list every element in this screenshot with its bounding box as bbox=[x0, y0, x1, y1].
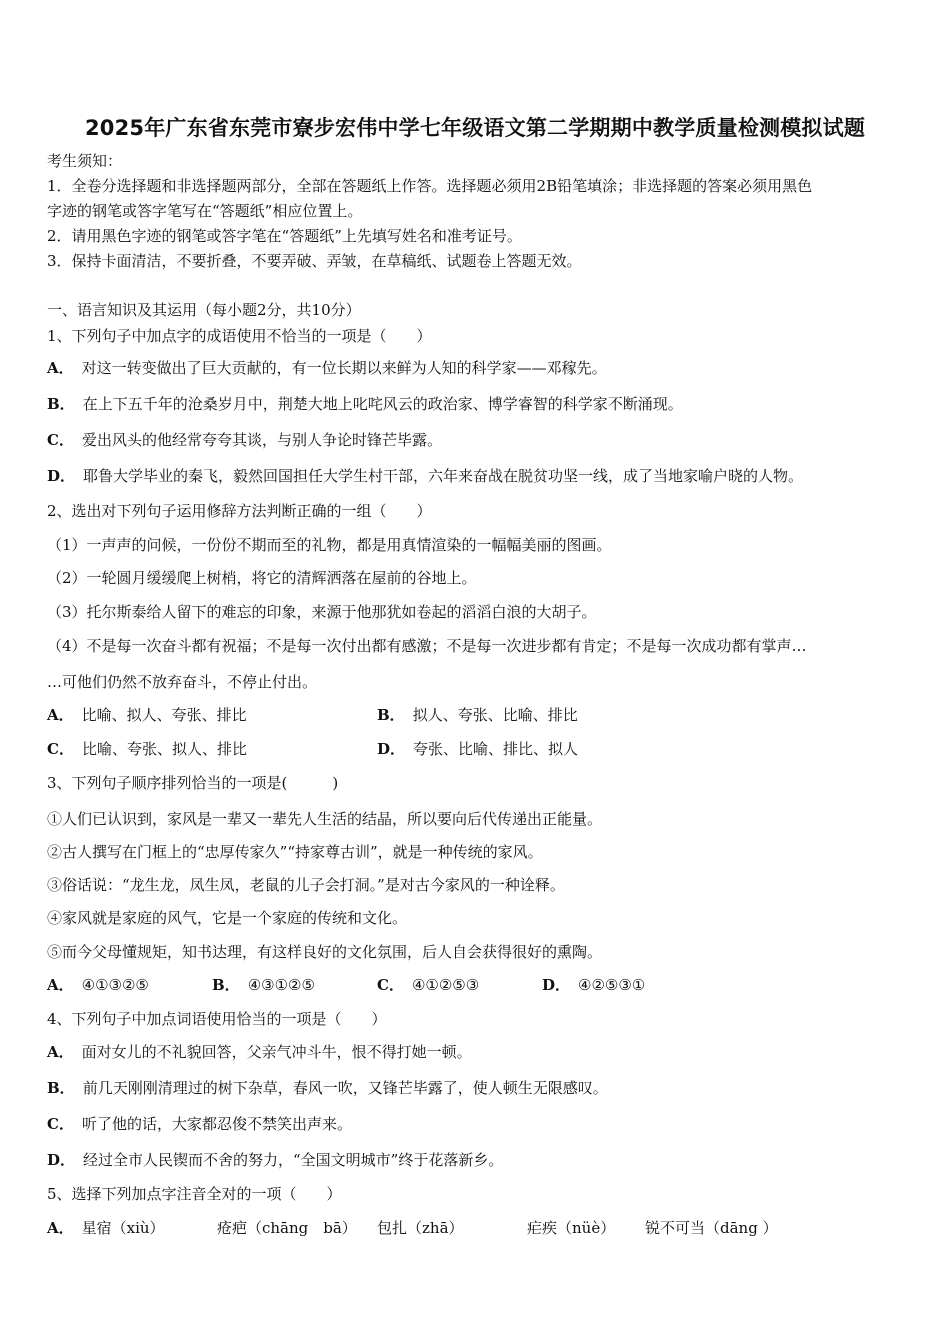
question-stem: 4、下列句子中加点词语使用恰当的一项是（ ） bbox=[47, 1010, 387, 1028]
option-row bbox=[47, 1150, 503, 1170]
option-text: ④①③②⑤ bbox=[81, 976, 149, 994]
sentence-item: ①人们已认识到，家风是一辈又一辈先人生活的结晶，所以要向后代传递出正能量。 bbox=[47, 810, 603, 828]
sentence-item: （4）不是每一次奋斗都有祝福；不是每一次付出都有感激；不是每一次进步都有肯定；不是每一次成功都有掌声… bbox=[47, 637, 807, 655]
option-letter: C． bbox=[47, 431, 74, 449]
option-row bbox=[377, 705, 578, 725]
option-letter: C． bbox=[47, 1115, 74, 1133]
option-row bbox=[47, 466, 803, 486]
notice-heading: 考生须知： bbox=[47, 152, 123, 170]
sentence-item: （1）一声声的问候，一份份不期而至的礼物，都是用真情渲染的一幅幅美丽的图画。 bbox=[47, 536, 612, 554]
question-stem: 3、下列句子顺序排列恰当的一项是( ) bbox=[47, 774, 339, 792]
sentence-item: ③俗话说：“龙生龙，凤生凤，老鼠的儿子会打洞。”是对古今家风的一种诠释。 bbox=[47, 876, 565, 894]
option-letter: B． bbox=[47, 1079, 75, 1097]
option-letter: D． bbox=[47, 467, 76, 485]
option-row bbox=[47, 975, 149, 995]
option-row bbox=[212, 975, 315, 995]
option-row bbox=[47, 1042, 472, 1062]
option-text: ④①②⑤③ bbox=[411, 976, 480, 994]
option-text: 在上下五千年的沧桑岁月中，荆楚大地上叱咤风云的政治家、博学睿智的科学家不断涌现。 bbox=[82, 395, 683, 413]
option-text: 前几天刚刚清理过的树下杂草，春风一吹，又锋芒毕露了，使人顿生无限感叹。 bbox=[82, 1079, 608, 1097]
sentence-item: ⑤而今父母懂规矩，知书达理，有这样良好的文化氛围，后人自会获得很好的熏陶。 bbox=[47, 943, 603, 961]
option-row bbox=[47, 358, 607, 378]
notice-item: 1．全卷分选择题和非选择题两部分，全部在答题纸上作答。选择题必须用2B铅笔填涂；非选择题的答案必须用黑色 bbox=[47, 177, 813, 195]
option-letter: B． bbox=[212, 976, 240, 994]
option-letter: A． bbox=[47, 1219, 74, 1237]
option-letter: C． bbox=[47, 740, 74, 758]
option-text: 拟人、夸张、比喻、排比 bbox=[412, 706, 578, 724]
option-row bbox=[47, 1078, 608, 1098]
option-row bbox=[47, 430, 442, 450]
option-letter: C． bbox=[377, 976, 404, 994]
option-letter: D． bbox=[542, 976, 571, 994]
option-text: 比喻、夸张、拟人、排比 bbox=[81, 740, 247, 758]
question-stem: 5、选择下列加点字注音全对的一项（ ） bbox=[47, 1185, 342, 1203]
option-letter: A． bbox=[47, 976, 74, 994]
option-text: 爱出风头的他经常夸夸其谈，与别人争论时锋芒毕露。 bbox=[81, 431, 442, 449]
question-stem: 2、选出对下列句子运用修辞方法判断正确的一组（ ） bbox=[47, 502, 432, 520]
option-letter: D． bbox=[47, 1151, 76, 1169]
option-text: 对这一转变做出了巨大贡献的，有一位长期以来鲜为人知的科学家——邓稼先。 bbox=[81, 359, 607, 377]
question-stem: 1、下列句子中加点字的成语使用不恰当的一项是（ ） bbox=[47, 327, 432, 345]
option-text: 夸张、比喻、排比、拟人 bbox=[413, 740, 579, 758]
option-row bbox=[542, 975, 645, 995]
option-row bbox=[47, 739, 247, 759]
pinyin-item: 锐不可当（dāng ） bbox=[645, 1219, 778, 1237]
pinyin-item: 星宿（xiù） bbox=[81, 1219, 165, 1237]
pinyin-item: 疮疤（chāng bā） bbox=[217, 1219, 357, 1237]
pinyin-item: 疟疾（nüè） bbox=[527, 1219, 616, 1237]
pinyin-item: 包扎（zhā） bbox=[377, 1219, 464, 1237]
option-text: 比喻、拟人、夸张、排比 bbox=[81, 706, 247, 724]
option-row bbox=[377, 975, 479, 995]
option-letter: B． bbox=[377, 706, 405, 724]
section-heading: 一、语言知识及其运用（每小题2分，共10分） bbox=[47, 301, 361, 319]
option-text: 耶鲁大学毕业的秦飞，毅然回国担任大学生村干部，六年来奋战在脱贫功坚一线，成了当地家喻户晓的人物。 bbox=[83, 467, 804, 485]
option-row bbox=[377, 739, 578, 759]
option-row bbox=[47, 1114, 352, 1134]
notice-item: 2．请用黑色字迹的钢笔或答字笔在“答题纸”上先填写姓名和准考证号。 bbox=[47, 227, 522, 245]
option-letter: A． bbox=[47, 706, 74, 724]
sentence-item: ②古人撰写在门框上的“忠厚传家久”“持家尊古训”，就是一种传统的家风。 bbox=[47, 843, 543, 861]
option-letter: A． bbox=[47, 359, 74, 377]
option-text: 面对女儿的不礼貌回答，父亲气冲斗牛，恨不得打她一顿。 bbox=[81, 1043, 472, 1061]
sentence-item: ④家风就是家庭的风气，它是一个家庭的传统和文化。 bbox=[47, 909, 408, 927]
notice-item: 3．保持卡面清洁，不要折叠，不要弄破、弄皱，在草稿纸、试题卷上答题无效。 bbox=[47, 252, 582, 270]
sentence-item: （2）一轮圆月缓缓爬上树梢，将它的清辉洒落在屋前的谷地上。 bbox=[47, 569, 477, 587]
option-row bbox=[47, 1218, 165, 1238]
notice-item: 字迹的钢笔或答字笔写在“答题纸”相应位置上。 bbox=[47, 202, 363, 220]
option-text: 听了他的话，大家都忍俊不禁笑出声来。 bbox=[81, 1115, 352, 1133]
sentence-item: …可他们仍然不放弃奋斗，不停止付出。 bbox=[47, 673, 318, 691]
option-letter: B． bbox=[47, 395, 75, 413]
option-text: ④②⑤③① bbox=[578, 976, 646, 994]
option-text: ④③①②⑤ bbox=[247, 976, 315, 994]
option-row bbox=[47, 705, 247, 725]
option-row bbox=[47, 394, 683, 414]
sentence-item: （3）托尔斯泰给人留下的难忘的印象，来源于他那犹如卷起的滔滔白浪的大胡子。 bbox=[47, 603, 597, 621]
page-title: 2025年广东省东莞市寮步宏伟中学七年级语文第二学期期中教学质量检测模拟试题 bbox=[84, 116, 866, 140]
option-letter: A． bbox=[47, 1043, 74, 1061]
option-letter: D． bbox=[377, 740, 406, 758]
option-text: 经过全市人民锲而不舍的努力，“全国文明城市”终于花落新乡。 bbox=[83, 1151, 504, 1169]
